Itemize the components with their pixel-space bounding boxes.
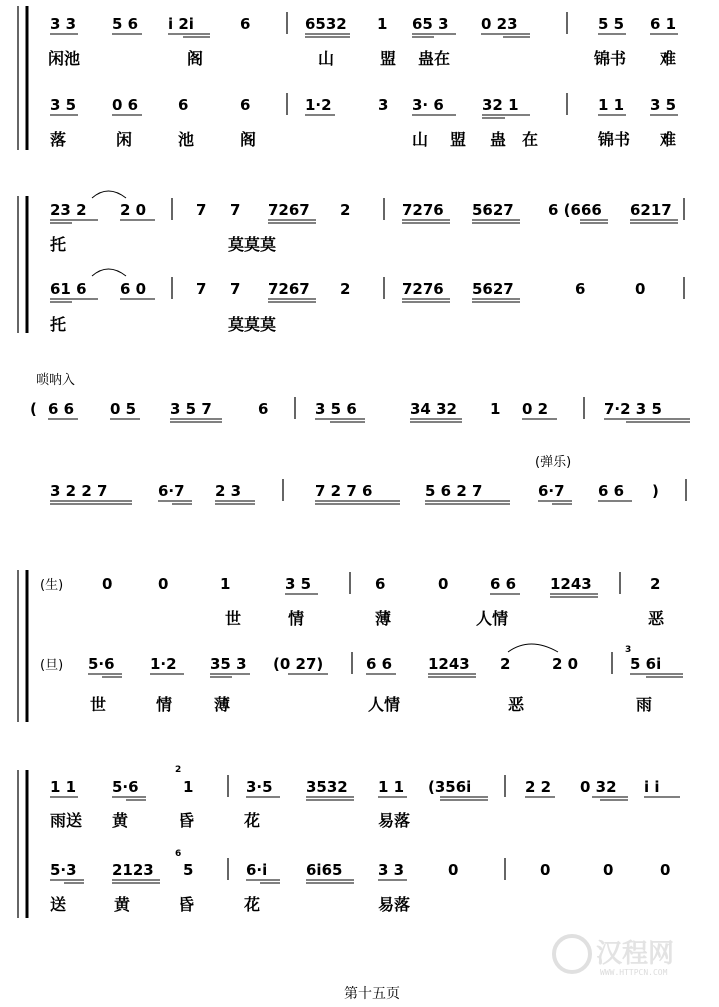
note: 32 1 (482, 96, 519, 114)
lyric: 池 (178, 130, 195, 149)
lyric: 世 (90, 695, 107, 714)
note: 2 0 (120, 201, 147, 219)
lyric: 黄 (112, 811, 129, 830)
instrument-label: 唢呐入 (36, 373, 76, 388)
lyric: 莫莫莫 (228, 315, 277, 334)
note: 3 3 (50, 15, 77, 33)
note: 23 2 (50, 201, 87, 219)
lyric: 落 (50, 130, 67, 149)
lyric: 花 (244, 895, 261, 914)
lyric: 恶 (648, 609, 665, 628)
note: 6 1 (650, 15, 677, 33)
lyric: 难 (660, 49, 677, 68)
note: 6 0 (120, 280, 147, 298)
note: 6 (258, 400, 269, 418)
note: 6i65 (306, 861, 343, 879)
lyric: 在 (522, 130, 539, 149)
note: 6217 (630, 201, 672, 219)
lyric: 恶 (508, 695, 525, 714)
system-4 (50, 455, 686, 504)
note: 6 6 (48, 400, 75, 418)
note: 0 (158, 575, 169, 593)
note: 6 (178, 96, 189, 114)
lyric: 蛊 (490, 130, 507, 149)
note: 1 1 (378, 778, 405, 796)
watermark-text: 汉程网 (596, 939, 675, 969)
underlines (50, 115, 678, 118)
note: 3 5 6 (315, 400, 357, 418)
note: (356i (428, 778, 472, 796)
note: 1·2 (150, 655, 177, 673)
note: 1 1 (50, 778, 77, 796)
watermark-logo-icon (554, 936, 590, 972)
grace-note: 3 (625, 645, 632, 655)
note: 2 (650, 575, 661, 593)
note: 2 (340, 280, 351, 298)
note: 2123 (112, 861, 154, 879)
note: 0 23 (481, 15, 518, 33)
role-label: (旦) (40, 658, 64, 673)
bracket-system-2 (18, 196, 27, 333)
note: 7276 (402, 201, 444, 219)
page-number: 第十五页 (344, 986, 400, 1002)
note: 3 5 (285, 575, 312, 593)
note: 35 3 (210, 655, 247, 673)
lyric: 托 (50, 315, 67, 334)
note: 6 (240, 15, 251, 33)
bracket-system-5 (18, 570, 27, 722)
note: 6 6 (366, 655, 393, 673)
tie (92, 269, 126, 276)
note: 1243 (428, 655, 470, 673)
tie (92, 191, 126, 198)
lyric: 送 (50, 895, 67, 914)
note: 2 2 (525, 778, 552, 796)
underlines (50, 220, 678, 223)
lyric: 阁 (187, 49, 204, 68)
note: 65 3 (412, 15, 449, 33)
lyric: 花 (244, 811, 261, 830)
note: 34 32 (410, 400, 457, 418)
lyric: 人情 (368, 695, 401, 714)
note: 6532 (305, 15, 347, 33)
note: 5·6 (88, 655, 115, 673)
note: 7·2 3 5 (604, 400, 662, 418)
lyric: 世 (225, 609, 242, 628)
note: 5 6 (112, 15, 139, 33)
note: 0 (635, 280, 646, 298)
lyric: 昏 (178, 895, 195, 914)
grace-note: 6 (175, 849, 182, 859)
lyric: 昏 (178, 811, 195, 830)
note: 1 1 (598, 96, 625, 114)
paren: ) (652, 482, 659, 500)
note: 3 (378, 96, 389, 114)
note: i 2i (168, 15, 194, 33)
note: 0 2 (522, 400, 549, 418)
lyric: 阁 (240, 130, 257, 149)
note: i i (644, 778, 660, 796)
note: 3 3 (378, 861, 405, 879)
lyric: 锦书 (598, 130, 631, 149)
lyric: 闲 (116, 130, 133, 149)
lyric: 雨送 (50, 811, 83, 830)
note: 0 (438, 575, 449, 593)
system-6 (50, 775, 680, 914)
note: 0 5 (110, 400, 137, 418)
system-3 (30, 372, 690, 422)
underlines (50, 797, 680, 800)
note: 5 6 2 7 (425, 482, 483, 500)
note: 1 (183, 778, 194, 796)
note: 2 3 (215, 482, 242, 500)
lyric: 黄 (114, 895, 131, 914)
note: (0 27) (273, 655, 324, 673)
note: 6 6 (598, 482, 625, 500)
note: 6 (575, 280, 586, 298)
grace-note: 2 (175, 765, 182, 775)
note: 0 (603, 861, 614, 879)
note: 7 (230, 201, 241, 219)
note: 0 (660, 861, 671, 879)
lyric: 莫莫莫 (228, 235, 277, 254)
note: 3 5 (650, 96, 677, 114)
note: 1 (377, 15, 388, 33)
note: 5 5 (598, 15, 625, 33)
role-label: (生) (40, 578, 64, 593)
note: 6 (666 (548, 201, 602, 219)
lyric: 蛊在 (418, 49, 451, 68)
note: 61 6 (50, 280, 87, 298)
note: 6 (240, 96, 251, 114)
underlines (50, 501, 632, 504)
note: 3532 (306, 778, 348, 796)
note: 1 (220, 575, 231, 593)
note: 2 0 (552, 655, 579, 673)
lyric: 闲池 (48, 49, 81, 68)
note: 6·i (246, 861, 268, 879)
note: 5 6i (630, 655, 662, 673)
note: 1·2 (305, 96, 332, 114)
note: 7276 (402, 280, 444, 298)
note: 6 (375, 575, 386, 593)
lyric: 锦书 (594, 49, 627, 68)
note: 3 5 7 (170, 400, 212, 418)
note: 5·3 (50, 861, 77, 879)
underlines (50, 299, 520, 302)
underlines (88, 674, 683, 677)
lyric: 薄 (375, 609, 392, 628)
lyric: 山 (412, 130, 429, 149)
lyric: 雨 (636, 695, 653, 714)
note: 7267 (268, 201, 310, 219)
system-1 (48, 12, 678, 149)
underlines (50, 880, 407, 883)
system-5 (40, 572, 683, 714)
note: 6·7 (158, 482, 185, 500)
note: 5 (183, 861, 194, 879)
note: 2 (500, 655, 511, 673)
note: 1243 (550, 575, 592, 593)
note: 3·5 (246, 778, 273, 796)
note: 7 (196, 201, 207, 219)
lyric: 情 (156, 695, 173, 714)
note: 7267 (268, 280, 310, 298)
lyric: 易落 (378, 895, 411, 914)
note: 0 32 (580, 778, 617, 796)
lyric: 薄 (214, 695, 231, 714)
paren: ( (30, 400, 37, 418)
lyric: 人情 (476, 609, 509, 628)
bracket-system-6 (18, 770, 27, 918)
lyric: 托 (50, 235, 67, 254)
note: 5627 (472, 201, 514, 219)
note: 5627 (472, 280, 514, 298)
note: 0 (448, 861, 459, 879)
note: 0 6 (112, 96, 139, 114)
system-2 (50, 191, 684, 334)
note: 2 (340, 201, 351, 219)
watermark (554, 936, 674, 977)
note: 0 (540, 861, 551, 879)
underlines (48, 419, 690, 422)
note: 3 2 2 7 (50, 482, 108, 500)
lyric: 山 (318, 49, 335, 68)
note: 3· 6 (412, 96, 444, 114)
lyric: 盟 (450, 130, 467, 149)
note: 6·7 (538, 482, 565, 500)
underlines (285, 594, 598, 597)
tie (508, 644, 558, 652)
instrument-label: (弹乐) (535, 455, 572, 470)
note: 1 (490, 400, 501, 418)
lyric: 盟 (380, 49, 397, 68)
note: 7 2 7 6 (315, 482, 373, 500)
note: 7 (196, 280, 207, 298)
note: 7 (230, 280, 241, 298)
lyric: 易落 (378, 811, 411, 830)
watermark-url: WWW.HTTPCN.COM (600, 968, 668, 977)
note: 0 (102, 575, 113, 593)
lyric: 情 (288, 609, 305, 628)
bracket-system-1 (18, 6, 27, 150)
note: 3 5 (50, 96, 77, 114)
lyric: 难 (660, 130, 677, 149)
note: 5·6 (112, 778, 139, 796)
underlines (50, 34, 678, 37)
note: 6 6 (490, 575, 517, 593)
